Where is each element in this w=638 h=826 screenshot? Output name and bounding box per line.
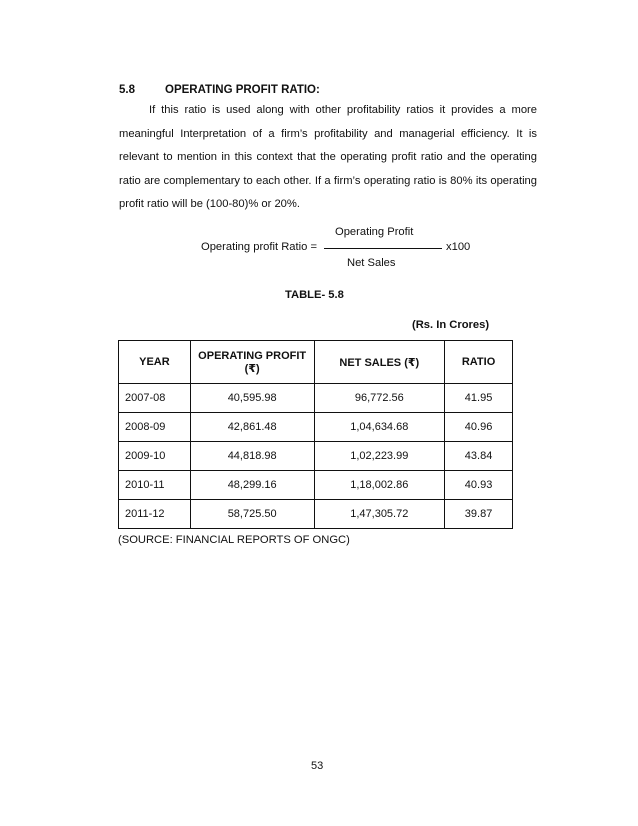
formula-denominator: Net Sales	[347, 257, 396, 269]
data-table	[118, 340, 513, 529]
formula-multiplier: x100	[446, 241, 471, 253]
cell-operating-profit: 40,595.98	[190, 384, 314, 413]
header-operating-profit: OPERATING PROFIT (₹)	[190, 341, 314, 384]
cell-year: 2010-11	[119, 471, 191, 500]
cell-net-sales: 96,772.56	[314, 384, 445, 413]
cell-ratio: 39.87	[445, 500, 513, 529]
fraction-line	[324, 248, 442, 249]
header-ratio: RATIO	[445, 341, 513, 384]
table-row	[119, 500, 513, 529]
header-year: YEAR	[119, 341, 191, 384]
cell-year: 2011-12	[119, 500, 191, 529]
body-paragraph: If this ratio is used along with other profitability ratios it provides a more meaningful Interpretation of a firm’s profitability and managerial efficiency. It is relevant to mention in this context that the operating profit ratio and the operating ratio are complementary to each other. If a firm’s operating ratio is 80% its operating profit ratio will be (100-80)% or 20%.	[119, 104, 537, 211]
cell-operating-profit: 44,818.98	[190, 442, 314, 471]
cell-ratio: 41.95	[445, 384, 513, 413]
cell-year: 2009-10	[119, 442, 191, 471]
cell-net-sales: 1,18,002.86	[314, 471, 445, 500]
cell-ratio: 40.93	[445, 471, 513, 500]
section-number: 5.8	[119, 84, 135, 96]
table-source: (SOURCE: FINANCIAL REPORTS OF ONGC)	[118, 534, 350, 546]
cell-net-sales: 1,04,634.68	[314, 413, 445, 442]
header-net-sales: NET SALES (₹)	[314, 341, 445, 384]
cell-net-sales: 1,02,223.99	[314, 442, 445, 471]
cell-net-sales: 1,47,305.72	[314, 500, 445, 529]
cell-ratio: 43.84	[445, 442, 513, 471]
table-row	[119, 442, 513, 471]
cell-year: 2008-09	[119, 413, 191, 442]
table-row	[119, 384, 513, 413]
table-row	[119, 471, 513, 500]
page-number: 53	[311, 760, 324, 772]
table-title: TABLE- 5.8	[285, 289, 344, 301]
cell-ratio: 40.96	[445, 413, 513, 442]
section-title: OPERATING PROFIT RATIO:	[165, 84, 320, 96]
section-heading	[119, 84, 320, 96]
formula-label: Operating profit Ratio =	[201, 241, 317, 253]
cell-operating-profit: 58,725.50	[190, 500, 314, 529]
cell-year: 2007-08	[119, 384, 191, 413]
cell-operating-profit: 42,861.48	[190, 413, 314, 442]
formula-numerator: Operating Profit	[335, 226, 414, 238]
cell-operating-profit: 48,299.16	[190, 471, 314, 500]
table-units: (Rs. In Crores)	[412, 319, 490, 331]
table-row	[119, 413, 513, 442]
table-header-row	[119, 341, 513, 384]
